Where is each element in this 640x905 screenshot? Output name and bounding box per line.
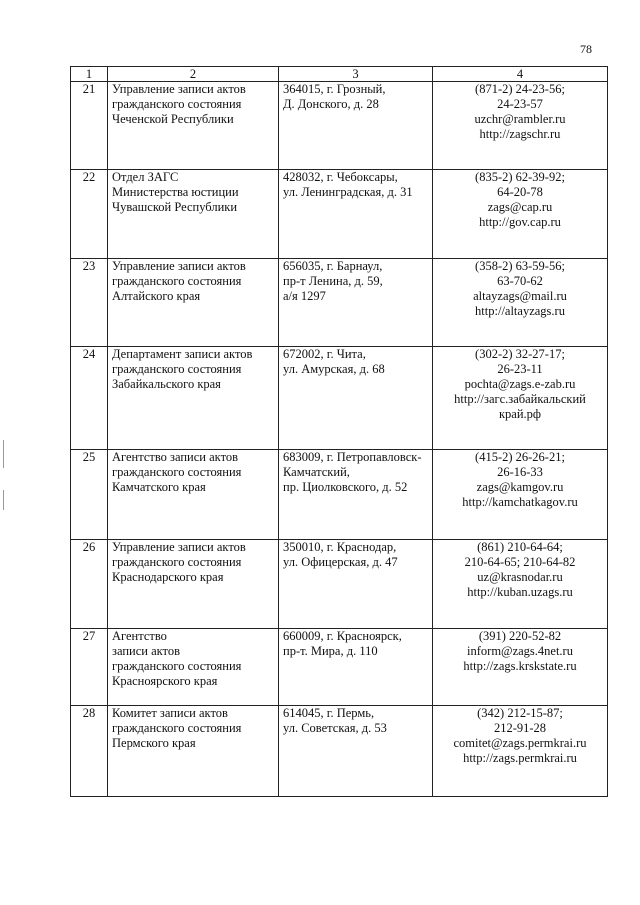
contact-info-line: altayzags@mail.ru [473,289,567,303]
contact-info-line: pochta@zags.e-zab.ru [464,377,576,391]
table-row [71,450,608,540]
postal-address [279,170,433,259]
contact-info-line: 212-91-28 [493,721,547,735]
contact-info [433,540,608,629]
postal-address [279,347,433,450]
organization-name-line: Краснодарского края [112,570,224,584]
organization-name-line: гражданского состояния [112,362,242,376]
postal-address-line: 364015, г. Грозный, [283,82,386,96]
contact-info-line: http://загс.забайкальский [454,392,586,406]
postal-address [279,259,433,347]
table-row [71,259,608,347]
row-number: 27 [71,629,108,706]
contact-info-line: (861) 210-64-64; [477,540,563,554]
column-header: 3 [279,67,433,82]
postal-address-line: пр-т Ленина, д. 59, [283,274,383,288]
contact-info-line: uz@krasnodar.ru [477,570,563,584]
contact-info-line: (342) 212-15-87; [477,706,563,720]
contact-info-line: 210-64-65; 210-64-82 [464,555,576,569]
contact-info-line: http://altayzags.ru [475,304,565,318]
table-row [71,82,608,170]
contact-info-line: (391) 220-52-82 [478,629,562,643]
postal-address-line: 614045, г. Пермь, [283,706,375,720]
contact-info-line: inform@zags.4net.ru [467,644,573,658]
postal-address [279,629,433,706]
postal-address-line: Д. Донского, д. 28 [283,97,379,111]
organization-name-line: Комитет записи актов [112,706,228,720]
organization-name-line: Алтайского края [112,289,201,303]
organization-name-line: Управление записи актов [112,540,246,554]
postal-address-line: пр-т. Мира, д. 110 [283,644,378,658]
organization-name-line: гражданского состояния [112,465,242,479]
organization-name-line: Пермского края [112,736,196,750]
row-number: 26 [71,540,108,629]
contact-info [433,629,608,706]
scan-artifact-line [3,490,4,510]
organization-name [108,82,279,170]
contact-info-line: http://zags.krskstate.ru [463,659,577,673]
organization-name [108,450,279,540]
contact-info [433,170,608,259]
registry-table [70,66,608,797]
postal-address-line: ул. Ленинградская, д. 31 [283,185,413,199]
postal-address [279,706,433,797]
contact-info-line: (871-2) 24-23-56; [475,82,565,96]
contact-info-line: http://zagschr.ru [479,127,561,141]
contact-info [433,706,608,797]
postal-address-line: а/я 1297 [283,289,326,303]
scan-artifact-line [3,440,4,468]
row-number: 24 [71,347,108,450]
row-number: 22 [71,170,108,259]
table-row [71,347,608,450]
postal-address-line: 350010, г. Краснодар, [283,540,397,554]
row-number: 23 [71,259,108,347]
postal-address [279,82,433,170]
column-header: 4 [433,67,608,82]
organization-name-line: Управление записи актов [112,259,246,273]
contact-info-line: 26-16-33 [497,465,543,479]
postal-address-line: Камчатский, [283,465,350,479]
contact-info-line: 24-23-57 [497,97,543,111]
organization-name-line: Чувашской Республики [112,200,238,214]
contact-info-line: uzchr@rambler.ru [474,112,566,126]
contact-info-line: zags@kamgov.ru [476,480,564,494]
organization-name-line: Забайкальского края [112,377,221,391]
table-row [71,170,608,259]
contact-info-line: (415-2) 26-26-21; [475,450,565,464]
organization-name-line: гражданского состояния [112,97,242,111]
contact-info-line: http://kamchatkagov.ru [462,495,578,509]
organization-name-line: Управление записи актов [112,82,246,96]
table-row [71,706,608,797]
contact-info-line: 64-20-78 [497,185,543,199]
organization-name-line: записи актов [112,644,180,658]
table-row [71,540,608,629]
table-row [71,629,608,706]
row-number: 25 [71,450,108,540]
postal-address-line: 683009, г. Петропавловск- [283,450,422,464]
organization-name [108,347,279,450]
contact-info-line: край.рф [498,407,542,421]
contact-info-line: http://zags.permkrai.ru [463,751,577,765]
organization-name-line: гражданского состояния [112,274,242,288]
postal-address-line: 428032, г. Чебоксары, [283,170,398,184]
organization-name-line: Чеченской Республики [112,112,234,126]
organization-name-line: Камчатского края [112,480,206,494]
contact-info-line: http://gov.cap.ru [479,215,561,229]
postal-address-line: 656035, г. Барнаул, [283,259,383,273]
contact-info-line: (302-2) 32-27-17; [475,347,565,361]
postal-address-line: ул. Советская, д. 53 [283,721,387,735]
organization-name-line: гражданского состояния [112,659,242,673]
contact-info [433,450,608,540]
column-header: 1 [71,67,108,82]
table-header-row [71,67,608,82]
postal-address-line: ул. Амурская, д. 68 [283,362,385,376]
contact-info-line: (835-2) 62-39-92; [475,170,565,184]
contact-info-line: zags@cap.ru [487,200,553,214]
contact-info-line: (358-2) 63-59-56; [475,259,565,273]
organization-name [108,170,279,259]
column-header: 2 [108,67,279,82]
contact-info-line: 63-70-62 [497,274,543,288]
row-number: 21 [71,82,108,170]
organization-name-line: гражданского состояния [112,555,242,569]
row-number: 28 [71,706,108,797]
organization-name-line: Красноярского края [112,674,218,688]
contact-info-line: 26-23-11 [497,362,543,376]
contact-info [433,259,608,347]
organization-name [108,706,279,797]
organization-name-line: Агентство [112,629,167,643]
organization-name-line: Министерства юстиции [112,185,239,199]
postal-address-line: пр. Циолковского, д. 52 [283,480,408,494]
postal-address-line: ул. Офицерская, д. 47 [283,555,398,569]
contact-info-line: comitet@zags.permkrai.ru [453,736,587,750]
contact-info [433,347,608,450]
organization-name-line: Департамент записи актов [112,347,253,361]
postal-address [279,450,433,540]
contact-info [433,82,608,170]
organization-name-line: гражданского состояния [112,721,242,735]
contact-info-line: http://kuban.uzags.ru [467,585,573,599]
organization-name [108,629,279,706]
postal-address-line: 660009, г. Красноярск, [283,629,402,643]
organization-name [108,540,279,629]
organization-name-line: Агентство записи актов [112,450,239,464]
page-number: 78 [580,42,592,56]
organization-name-line: Отдел ЗАГС [112,170,179,184]
postal-address [279,540,433,629]
postal-address-line: 672002, г. Чита, [283,347,366,361]
organization-name [108,259,279,347]
